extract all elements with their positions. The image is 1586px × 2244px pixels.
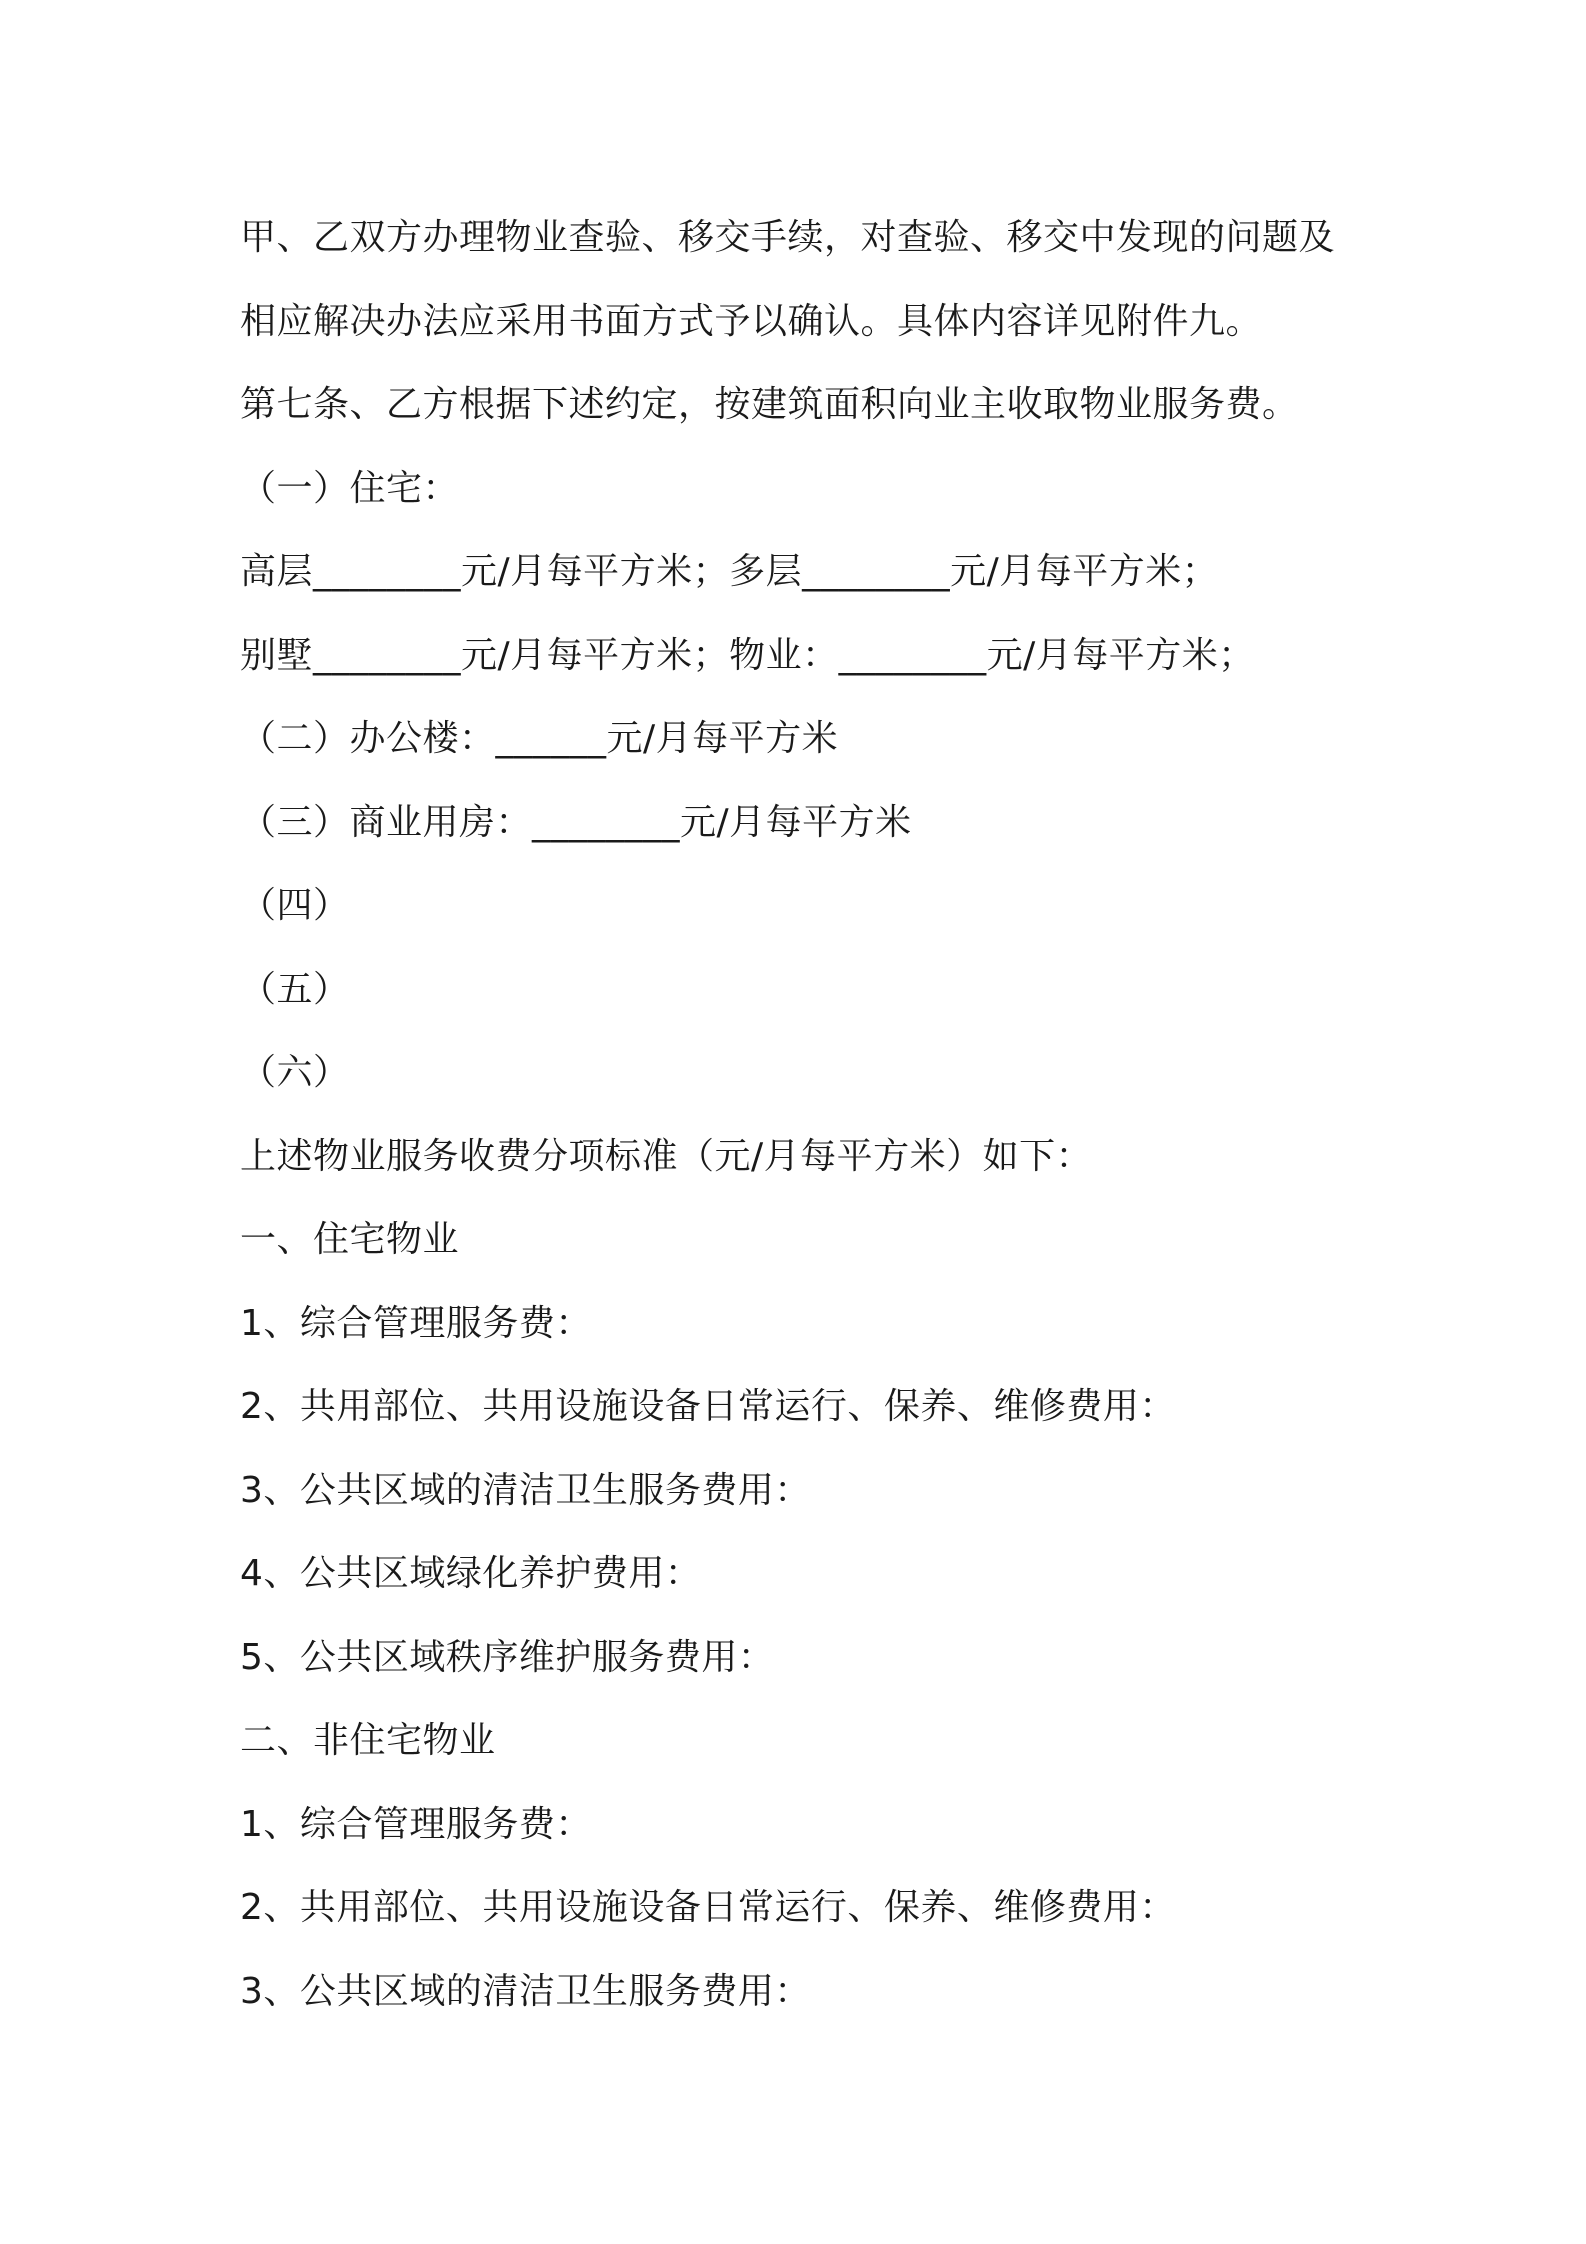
list-item: 5、公共区域秩序维护服务费用： xyxy=(240,1636,775,1678)
list-item: 1、综合管理服务费： xyxy=(240,1803,592,1845)
fee-line-villa-property: 别墅________元/月每平方米；物业：________元/月每平方米； xyxy=(240,634,1255,676)
list-item: 3、公共区域的清洁卫生服务费用： xyxy=(240,1469,811,1511)
standards-intro: 上述物业服务收费分项标准（元/月每平方米）如下： xyxy=(240,1135,1093,1177)
list-item-six: （六） xyxy=(240,1052,350,1093)
article-heading: 第七条、乙方根据下述约定，按建筑面积向业主收取物业服务费。 xyxy=(240,384,1299,425)
list-item: 3、公共区域的清洁卫生服务费用： xyxy=(240,1970,811,2012)
fee-line-highrise-multistory: 高层________元/月每平方米；多层________元/月每平方米； xyxy=(240,551,1219,592)
paragraph-line: 相应解决办法应采用书面方式予以确认。具体内容详见附件九。 xyxy=(240,300,1263,342)
list-item: 4、公共区域绿化养护费用： xyxy=(240,1553,702,1594)
list-item: 2、共用部位、共用设施设备日常运行、保养、维修费用： xyxy=(240,1386,1176,1427)
document-body xyxy=(240,196,1360,2033)
list-item-office: （二）办公楼：______元/月每平方米 xyxy=(240,718,839,759)
list-item-four: （四） xyxy=(240,885,350,926)
list-item-residential: （一）住宅： xyxy=(240,467,460,509)
list-item-commercial: （三）商业用房：________元/月每平方米 xyxy=(240,801,912,843)
list-item: 1、综合管理服务费： xyxy=(240,1302,592,1344)
paragraph-line: 甲、乙双方办理物业查验、移交手续，对查验、移交中发现的问题及 xyxy=(240,217,1336,258)
section-heading-residential: 一、住宅物业 xyxy=(240,1219,460,1260)
section-heading-non-residential: 二、非住宅物业 xyxy=(240,1720,496,1761)
list-item-five: （五） xyxy=(240,968,350,1010)
list-item: 2、共用部位、共用设施设备日常运行、保养、维修费用： xyxy=(240,1887,1176,1928)
